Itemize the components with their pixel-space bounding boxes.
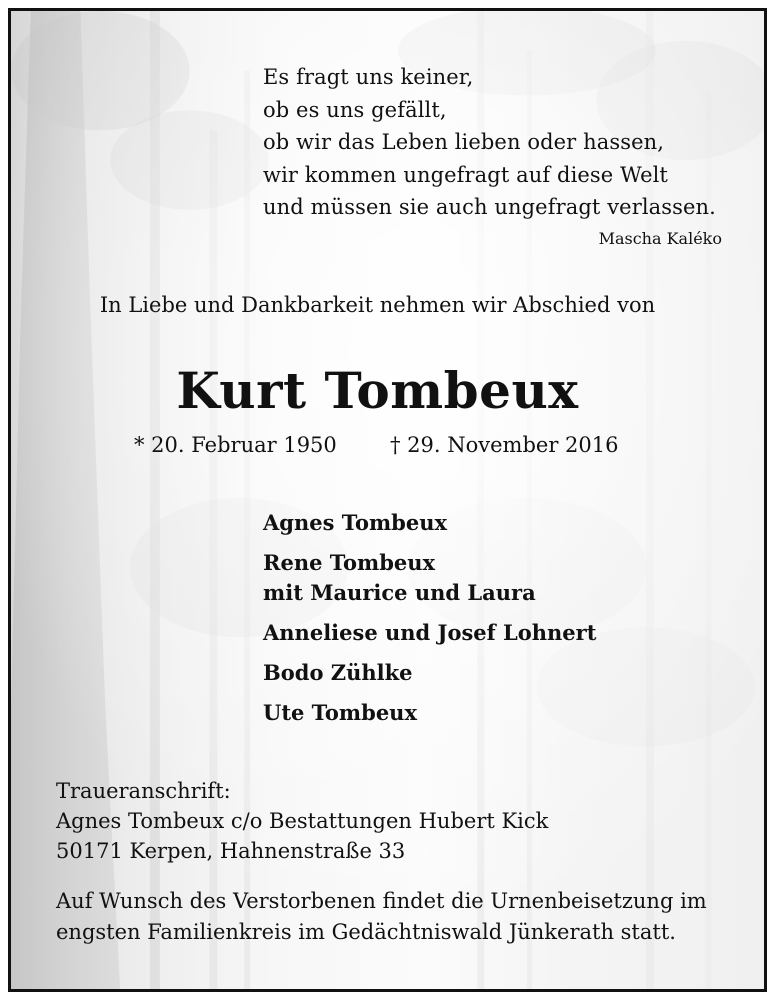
family-entry: [263, 548, 596, 608]
poem: [263, 61, 716, 224]
poem-line: und müssen sie auch ungefragt verlassen.: [263, 195, 716, 219]
mourning-address: [56, 776, 548, 866]
note-line: Auf Wunsch des Verstorbenen findet die Urnenbeisetzung im: [56, 889, 707, 913]
family-entry: [263, 698, 596, 728]
address-label: Traueranschrift:: [56, 779, 231, 803]
family-name: Agnes Tombeux: [263, 510, 448, 535]
poem-line: ob es uns gefällt,: [263, 97, 447, 122]
address-line: 50171 Kerpen, Hahnenstraße 33: [56, 839, 406, 863]
family-name: Rene Tombeux: [263, 550, 436, 575]
birth-date: * 20. Februar 1950: [134, 433, 337, 457]
family-name: Bodo Zühlke: [263, 660, 413, 685]
poem-line: wir kommen ungefragt auf diese Welt: [263, 162, 668, 187]
family-name: mit Maurice und Laura: [263, 580, 536, 605]
family-entry: [263, 658, 596, 688]
address-line: Agnes Tombeux c/o Bestattungen Hubert Kick: [56, 809, 549, 833]
burial-note: [56, 886, 707, 948]
family-entry: [263, 618, 596, 648]
family-entry: [263, 508, 596, 538]
intro-text: In Liebe und Dankbarkeit nehmen wir Abschied von: [99, 293, 656, 317]
death-date: † 29. November 2016: [390, 433, 619, 457]
family-name: Anneliese und Josef Lohnert: [263, 620, 597, 645]
deceased-name: Kurt Tombeux: [176, 361, 579, 420]
poem-line: ob wir das Leben lieben oder hassen,: [263, 130, 665, 154]
family-list: [263, 508, 596, 738]
obituary-frame: [8, 8, 767, 992]
family-name: Ute Tombeux: [263, 700, 417, 725]
poem-line: Es fragt uns keiner,: [263, 65, 474, 89]
note-line: engsten Familienkreis im Gedächtniswald Jünkerath statt.: [56, 920, 676, 944]
poem-author: Mascha Kaléko: [598, 229, 722, 248]
